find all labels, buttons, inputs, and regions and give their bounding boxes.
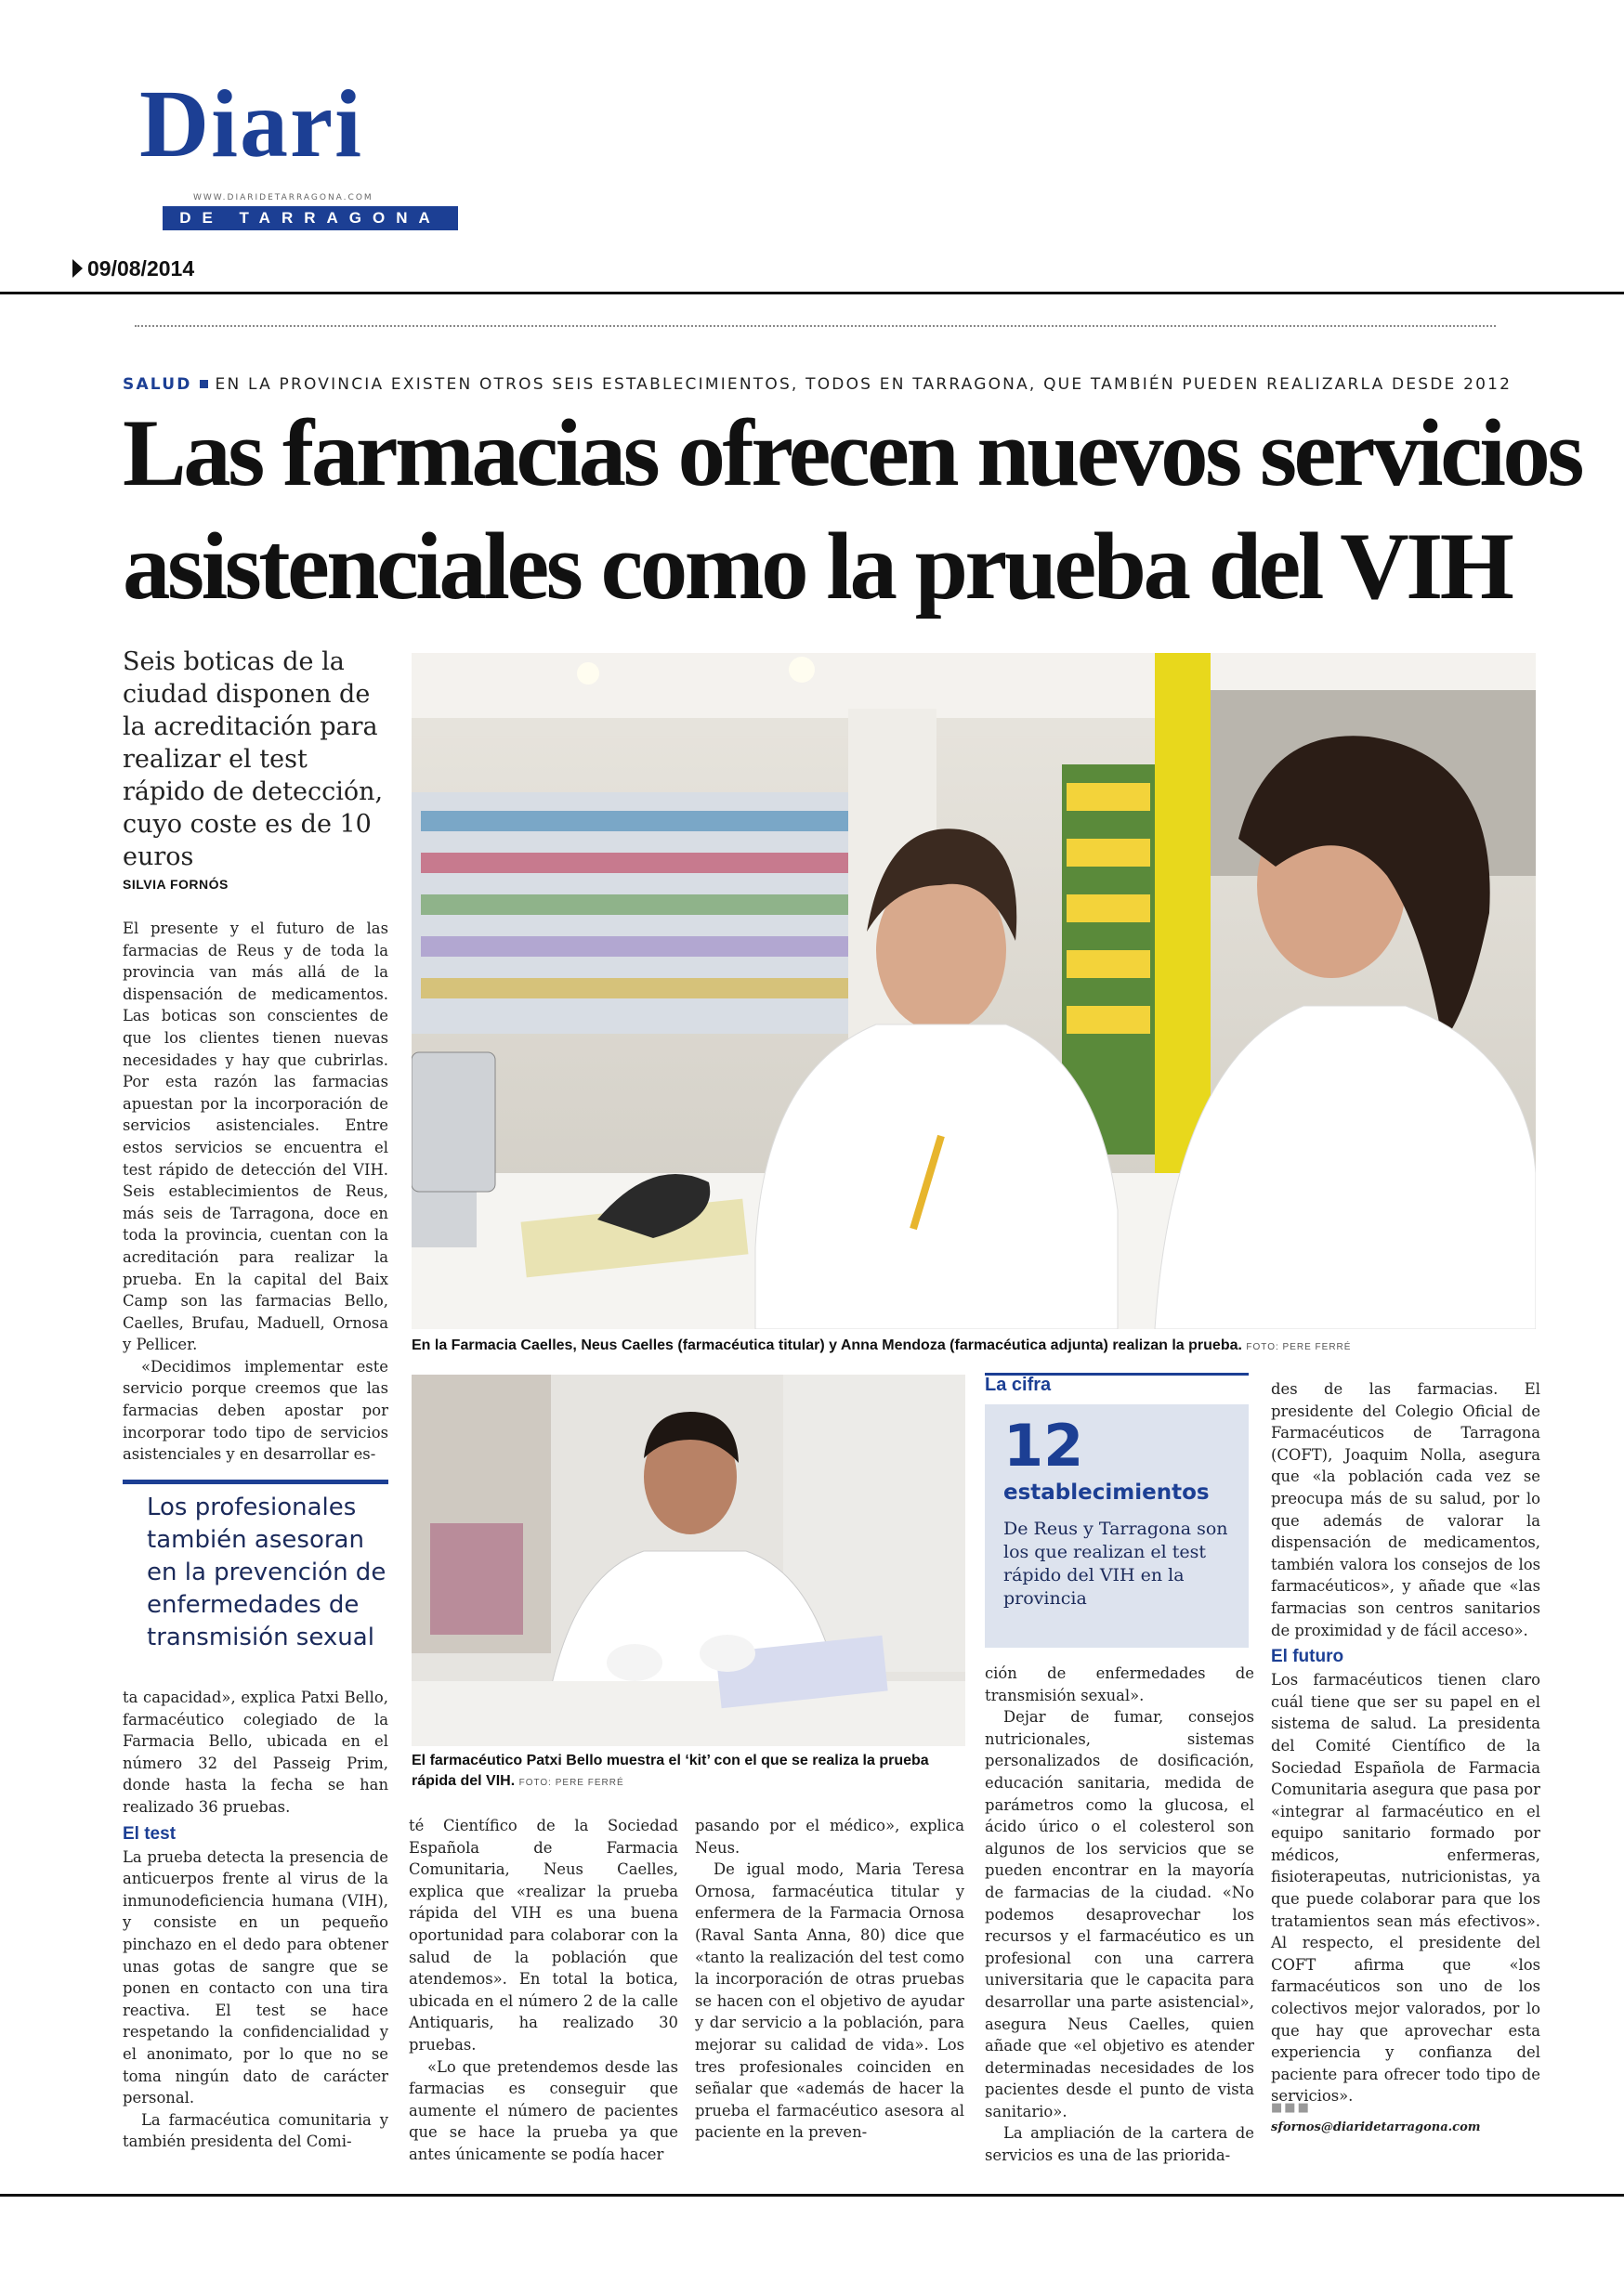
byline: SILVIA FORNÓS (123, 877, 229, 892)
paragraph: ción de enfermedades de transmisión sexual». (985, 1664, 1254, 1704)
subheadline: Seis boticas de la ciudad disponen de la acreditación para realizar el test rápido de detección, cuyo coste es de 10 euros (123, 647, 384, 871)
paragraph: El presente y el futuro de las farmacias de Reus y de toda la provincia van más allá de la dispensación de medicamentos. Las boticas son conscientes de que los clientes tienen nuevas necesidades y hay que cubrirlas. Por esta razón las farmacias apuestan por la incorporación de servicios asistenciales. Entre estos servicios se encuentra el test rápido de detección del VIH. Seis establecimientos de Reus, más seis de Tarragona, doce en toda la provincia, cuentan con la acreditación para realizar la prueba. En la capital del Baix Camp son las farmacias Bello, Caelles, Brufau, Maduell, Ornosa y Pellicer. (123, 920, 388, 1354)
photo-credit: FOTO: PERE FERRÉ (518, 1778, 624, 1788)
dotted-divider (135, 325, 1496, 327)
square-bullet-icon (200, 380, 208, 388)
paragraph: La farmacéutica comunitaria y también presidenta del Comi- (123, 2110, 388, 2151)
paragraph: Dejar de fumar, consejos nutricionales, sistemas personalizados de dosificación, educación sanitaria, medida de parámetros como la glucosa, el ácido úrico o el colesterol son algunos de los servicios que se pueden encontrar en la mayoría de farmacias de la ciudad. «No podemos desaprovechar los recursos y el farmacéutico es un profesional con una carrera universitaria que le capacita para desarrollar una parte asistencial», asegura Neus Caelles, quien añade que «el objetivo es atender determinadas necesidades de los pacientes desde el punto de vista sanitario». (985, 1708, 1254, 2120)
headline-line-2: asistenciales como la prueba del VIH (123, 514, 1512, 620)
figure-unit: establecimientos (1003, 1481, 1210, 1505)
kicker-text: EN LA PROVINCIA EXISTEN OTROS SEIS ESTABLECIMIENTOS, TODOS EN TARRAGONA, QUE TAMBIÉN PUEDEN REALIZARLA DESDE 2012 (215, 375, 1513, 394)
section-heading-test: El test (123, 1823, 177, 1844)
top-rule (0, 292, 1624, 294)
end-mark: ■■■ (1271, 2101, 1311, 2115)
masthead-logo (139, 71, 460, 230)
headline-line-1: Las farmacias ofrecen nuevos servicios (123, 400, 1582, 506)
photo-credit: FOTO: PERE FERRÉ (1246, 1342, 1352, 1352)
body-column-5 (1271, 1378, 1540, 2107)
figure-box-label: La cifra (985, 1375, 1052, 1395)
paragraph: «Decidimos implementar este servicio porque creemos que las farmacias deben apostar por incorporar todo tipo de servicios asistenciales y en desarrollar es- (123, 1357, 388, 1464)
paragraph: «Lo que pretendemos desde las farmacias es conseguir que aumente el número de pacientes que se hace la prueba ya que antes únicamente se podía hacer (409, 2057, 678, 2163)
figure-box (985, 1373, 1254, 1651)
paragraph: té Científico de la Sociedad Española de Farmacia Comunitaria, Neus Caelles, explica que «realizar la prueba rápida del VIH es una buena oportunidad para colaborar con la salud de la población que atendemos». En total la botica, ubicada en el número 2 de la calle Antiquaris, ha realizado 30 pruebas. (409, 1817, 678, 2054)
pharmacy-scene-image (412, 653, 1536, 1329)
figure-number: 12 (1003, 1412, 1084, 1480)
paragraph: ta capacidad», explica Patxi Bello, farmacéutico colegiado de la Farmacia Bello, ubicada en el número 32 del Passeig Prim, donde hasta la fecha se han realizado 36 pruebas. (123, 1689, 388, 1816)
logo-band: DE TARRAGONA (163, 206, 458, 230)
section-heading-futuro: El futuro (1271, 1647, 1344, 1667)
secondary-photo (412, 1375, 965, 1746)
kicker (123, 375, 1516, 394)
logo-wordmark: Diari (139, 71, 364, 177)
main-photo (412, 653, 1536, 1329)
date-text: 09/08/2014 (87, 256, 195, 280)
pullquote: Los profesionales también asesoran en la prevención de enfermedades de transmisión sexual (147, 1494, 386, 1651)
paragraph: La ampliación de la cartera de servicios es una de las priorida- (985, 2124, 1254, 2165)
paragraph: La prueba detecta la presencia de anticuerpos frente al virus de la inmunodeficiencia humana (VIH), y consiste en un pequeño pinchazo en el dedo para obtener unas gotas de sangre que se ponen en contacto con una tira reactiva. El test se hace respetando la confidencialidad y el anonimato, por lo que no se toma ningún dato de carácter personal. (123, 1847, 388, 2107)
body-column-1 (123, 918, 388, 1466)
body-column-1-continued (123, 1687, 388, 2153)
body-column-3 (695, 1815, 964, 2144)
caption-text: El farmacéutico Patxi Bello muestra el ‘kit’ con el que se realiza la prueba rápida del VIH. (412, 1753, 929, 1789)
pullquote-rule (123, 1480, 388, 1484)
photo-caption-1 (412, 1336, 1536, 1358)
paragraph: De igual modo, Maria Teresa Ornosa, farmacéutica titular y enfermera de la Farmacia Ornosa (Raval Santa Anna, 80) dice que «tanto la realización del test como la incorporación de otras pruebas se hacen con el objetivo de ayudar y dar servicio a la población, para mejorar su calidad de vida». Los tres profesionales coinciden en señalar que «además de hacer la prueba el farmacéutico asesora al paciente en la preven- (695, 1860, 964, 2142)
figure-description: De Reus y Tarragona son los que realizan el test rápido del VIH en la provincia (1003, 1519, 1228, 1609)
body-column-4 (985, 1663, 1254, 2167)
arrow-icon (72, 259, 83, 278)
bottom-rule (0, 2194, 1624, 2197)
author-email: sfornos@diaridetarragona.com (1271, 2120, 1481, 2134)
paragraph: pasando por el médico», explica Neus. (695, 1817, 964, 1857)
caption-text: En la Farmacia Caelles, Neus Caelles (farmacéutica titular) y Anna Mendoza (farmacéutica adjunta) realizan la prueba. (412, 1337, 1242, 1353)
paragraph: des de las farmacias. El presidente del Colegio Oficial de Farmacéuticos de Tarragona (COFT), Joaquim Nolla, asegura que «la población cada vez se preocupa más de su salud, por lo que además de valorar la dispensación de medicamentos, también valora los consejos de los farmacéuticos», y añade que «las farmacias son centros sanitarios de proximidad y de fácil acceso». (1271, 1380, 1540, 1639)
photo-caption-2 (412, 1751, 965, 1794)
paragraph: Los farmacéuticos tienen claro cuál tiene que ser su papel en el sistema de salud. La presidenta del Comité Científico de la Sociedad Española de Farmacia Comunitaria asegura que pasa por «integrar al farmacéutico en el equipo sanitario formado por médicos, enfermeras, fisioterapeutas, nutricionistas, ya que puede colaborar para que los tratamientos sean más efectivos». Al respecto, el presidente del COFT afirma que «los farmacéuticos son uno de los colectivos mejor valorados, por lo que hay que aprovechar esta experiencia y confianza del paciente para ofrecer todo tipo de servicios». (1271, 1671, 1540, 2106)
pharmacist-kit-image (412, 1375, 965, 1746)
section-label: SALUD (123, 375, 192, 394)
figure-box-panel (985, 1404, 1249, 1648)
body-column-2 (409, 1815, 678, 2166)
logo-url: WWW.DIARIDETARRAGONA.COM (193, 193, 373, 202)
